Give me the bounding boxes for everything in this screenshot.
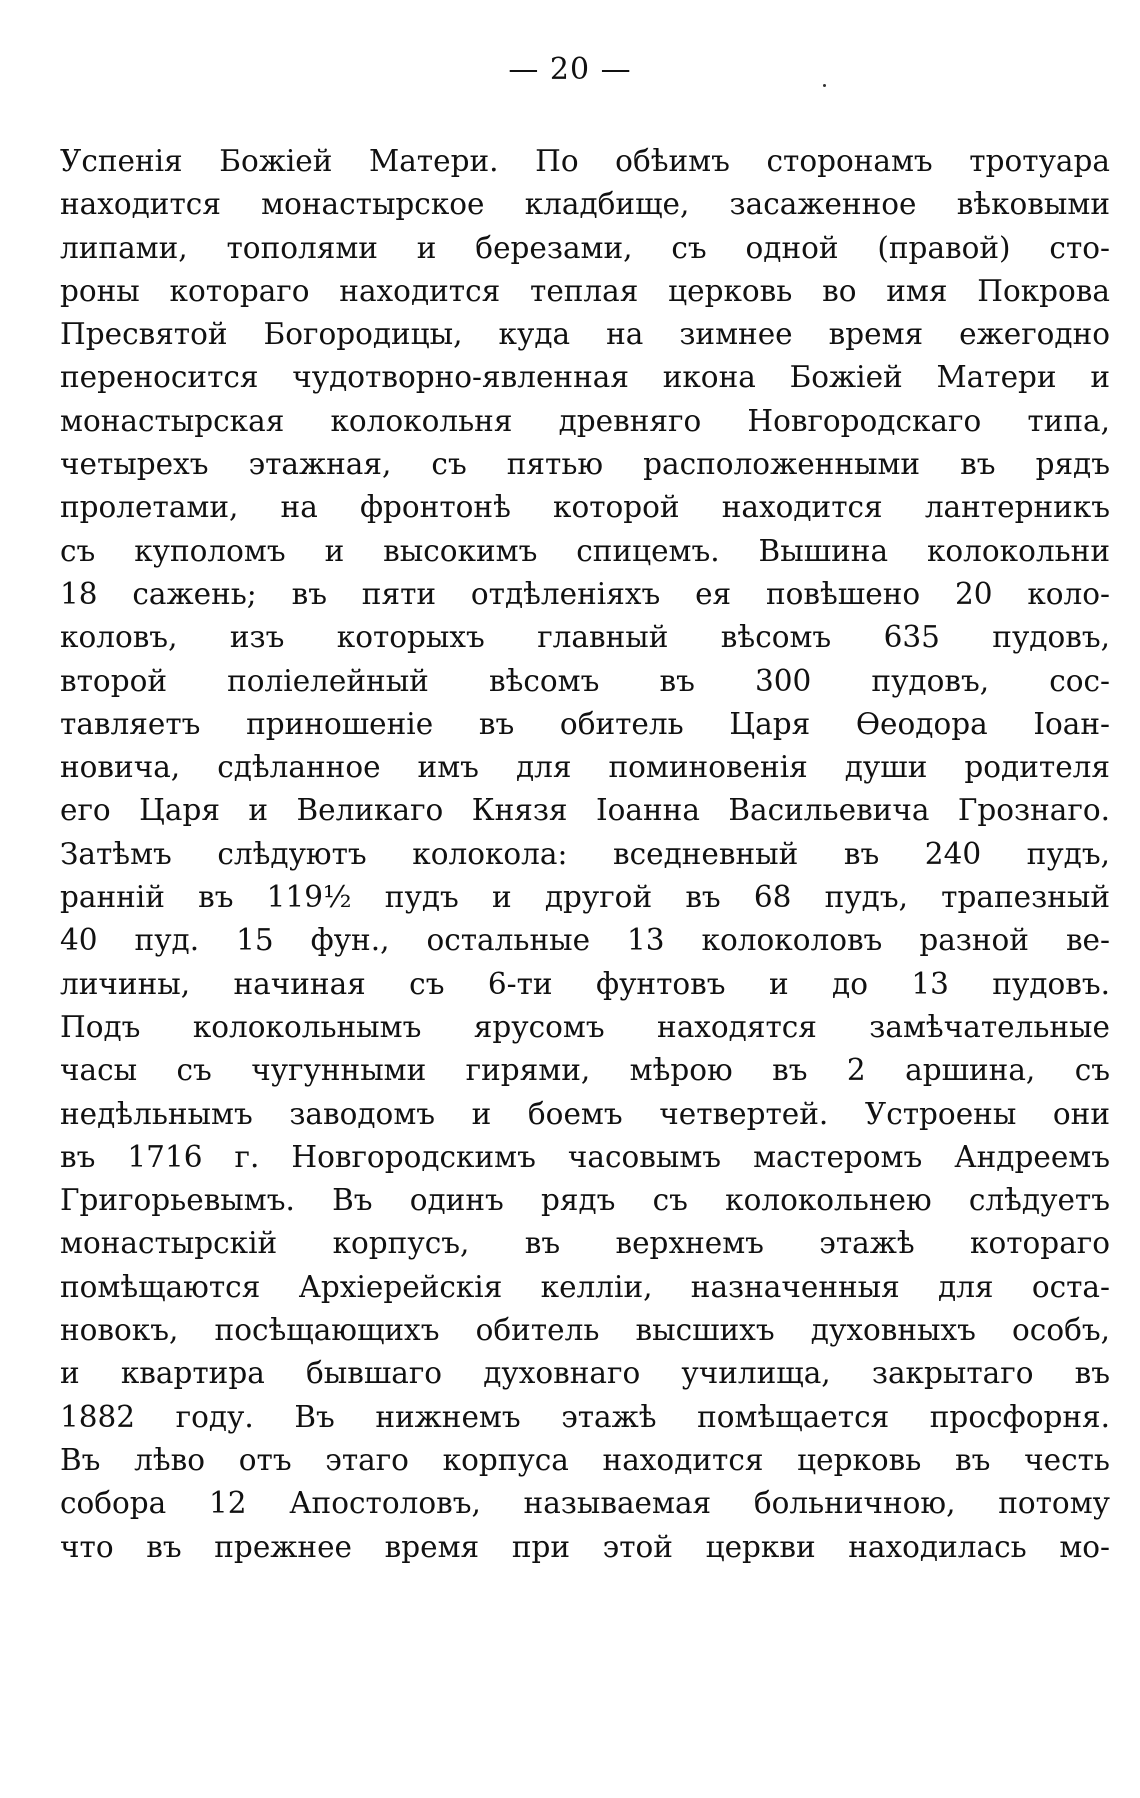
page-number: — 20 — [508, 52, 632, 87]
text-line: монастырскій корпусъ, въ верхнемъ этажѣ котораго [60, 1226, 1110, 1261]
text-line: въ 1716 г. Новгородскимъ часовымъ мастеромъ Андреемъ [60, 1139, 1110, 1174]
text-line: Успенія Божіей Матери. По обѣимъ сторонамъ тротуара [60, 144, 1110, 178]
text-line: новокъ, посѣщающихъ обитель высшихъ духовныхъ особъ, [60, 1313, 1110, 1348]
text-line: 40 пуд. 15 фун., остальные 13 колоколовъ разной ве- [60, 923, 1110, 958]
text-line: ранній въ 119½ пудъ и другой въ 68 пудъ, трапезный [60, 880, 1110, 915]
text-line: помѣщаются Архіерейскія келліи, назначенныя для оста- [60, 1269, 1110, 1304]
text-line: переносится чудотворно-явленная икона Божіей Матери и [60, 360, 1110, 395]
text-line: личины, начиная съ 6-ти фунтовъ и до 13 пудовъ. [60, 966, 1110, 1001]
text-line: 18 сажень; въ пяти отдѣленіяхъ ея повѣшено 20 коло- [60, 576, 1110, 611]
text-line: его Царя и Великаго Князя Іоанна Васильевича Грознаго. [60, 793, 1110, 828]
text-line: четырехъ этажная, съ пятью расположенными въ рядъ [60, 447, 1110, 482]
text-line: липами, тополями и березами, съ одной (правой) сто- [60, 230, 1110, 265]
text-line: Григорьевымъ. Въ одинъ рядъ съ колокольнею слѣдуетъ [60, 1183, 1110, 1218]
text-line: монастырская колокольня древняго Новгородскаго типа, [60, 403, 1110, 438]
text-line: второй полiелейный вѣсомъ въ 300 пудовъ, сос- [60, 663, 1110, 698]
text-line: собора 12 Апостоловъ, называемая больничною, потому [60, 1486, 1110, 1521]
text-line: Затѣмъ слѣдуютъ колокола: вседневный въ 240 пудъ, [60, 836, 1110, 871]
text-line: недѣльнымъ заводомъ и боемъ четвертей. Устроены они [60, 1096, 1110, 1131]
text-line: Въ лѣво отъ этаго корпуса находится церковь въ честь [60, 1442, 1110, 1477]
text-line: тавляетъ приношеніе въ обитель Царя Ѳеодора Іоан- [60, 706, 1110, 741]
text-line: часы съ чугунными гирями, мѣрою въ 2 аршина, съ [60, 1053, 1110, 1088]
text-line: коловъ, изъ которыхъ главный вѣсомъ 635 пудовъ, [60, 620, 1110, 655]
text-line: находится монастырское кладбище, засаженное вѣковыми [60, 187, 1110, 222]
text-line: Подъ колокольнымъ ярусомъ находятся замѣчательные [60, 1009, 1110, 1044]
text-line: Пресвятой Богородицы, куда на зимнее время ежегодно [60, 317, 1110, 352]
text-line: новича, сдѣланное имъ для поминовенія души родителя [60, 750, 1110, 785]
text-line: что въ прежнее время при этой церкви находилась мо- [60, 1529, 1110, 1564]
text-line: пролетами, на фронтонѣ которой находится лантерникъ [60, 490, 1110, 525]
body-text [60, 140, 1110, 1569]
text-line: 1882 году. Въ нижнемъ этажѣ помѣщается просфорня. [60, 1399, 1110, 1434]
text-line: роны котораго находится теплая церковь во имя Покрова [60, 273, 1110, 308]
text-line: съ куполомъ и высокимъ спицемъ. Вышина колокольни [60, 533, 1110, 568]
text-line: и квартира бывшаго духовнаго училища, закрытаго въ [60, 1356, 1110, 1391]
print-speck [823, 84, 826, 87]
